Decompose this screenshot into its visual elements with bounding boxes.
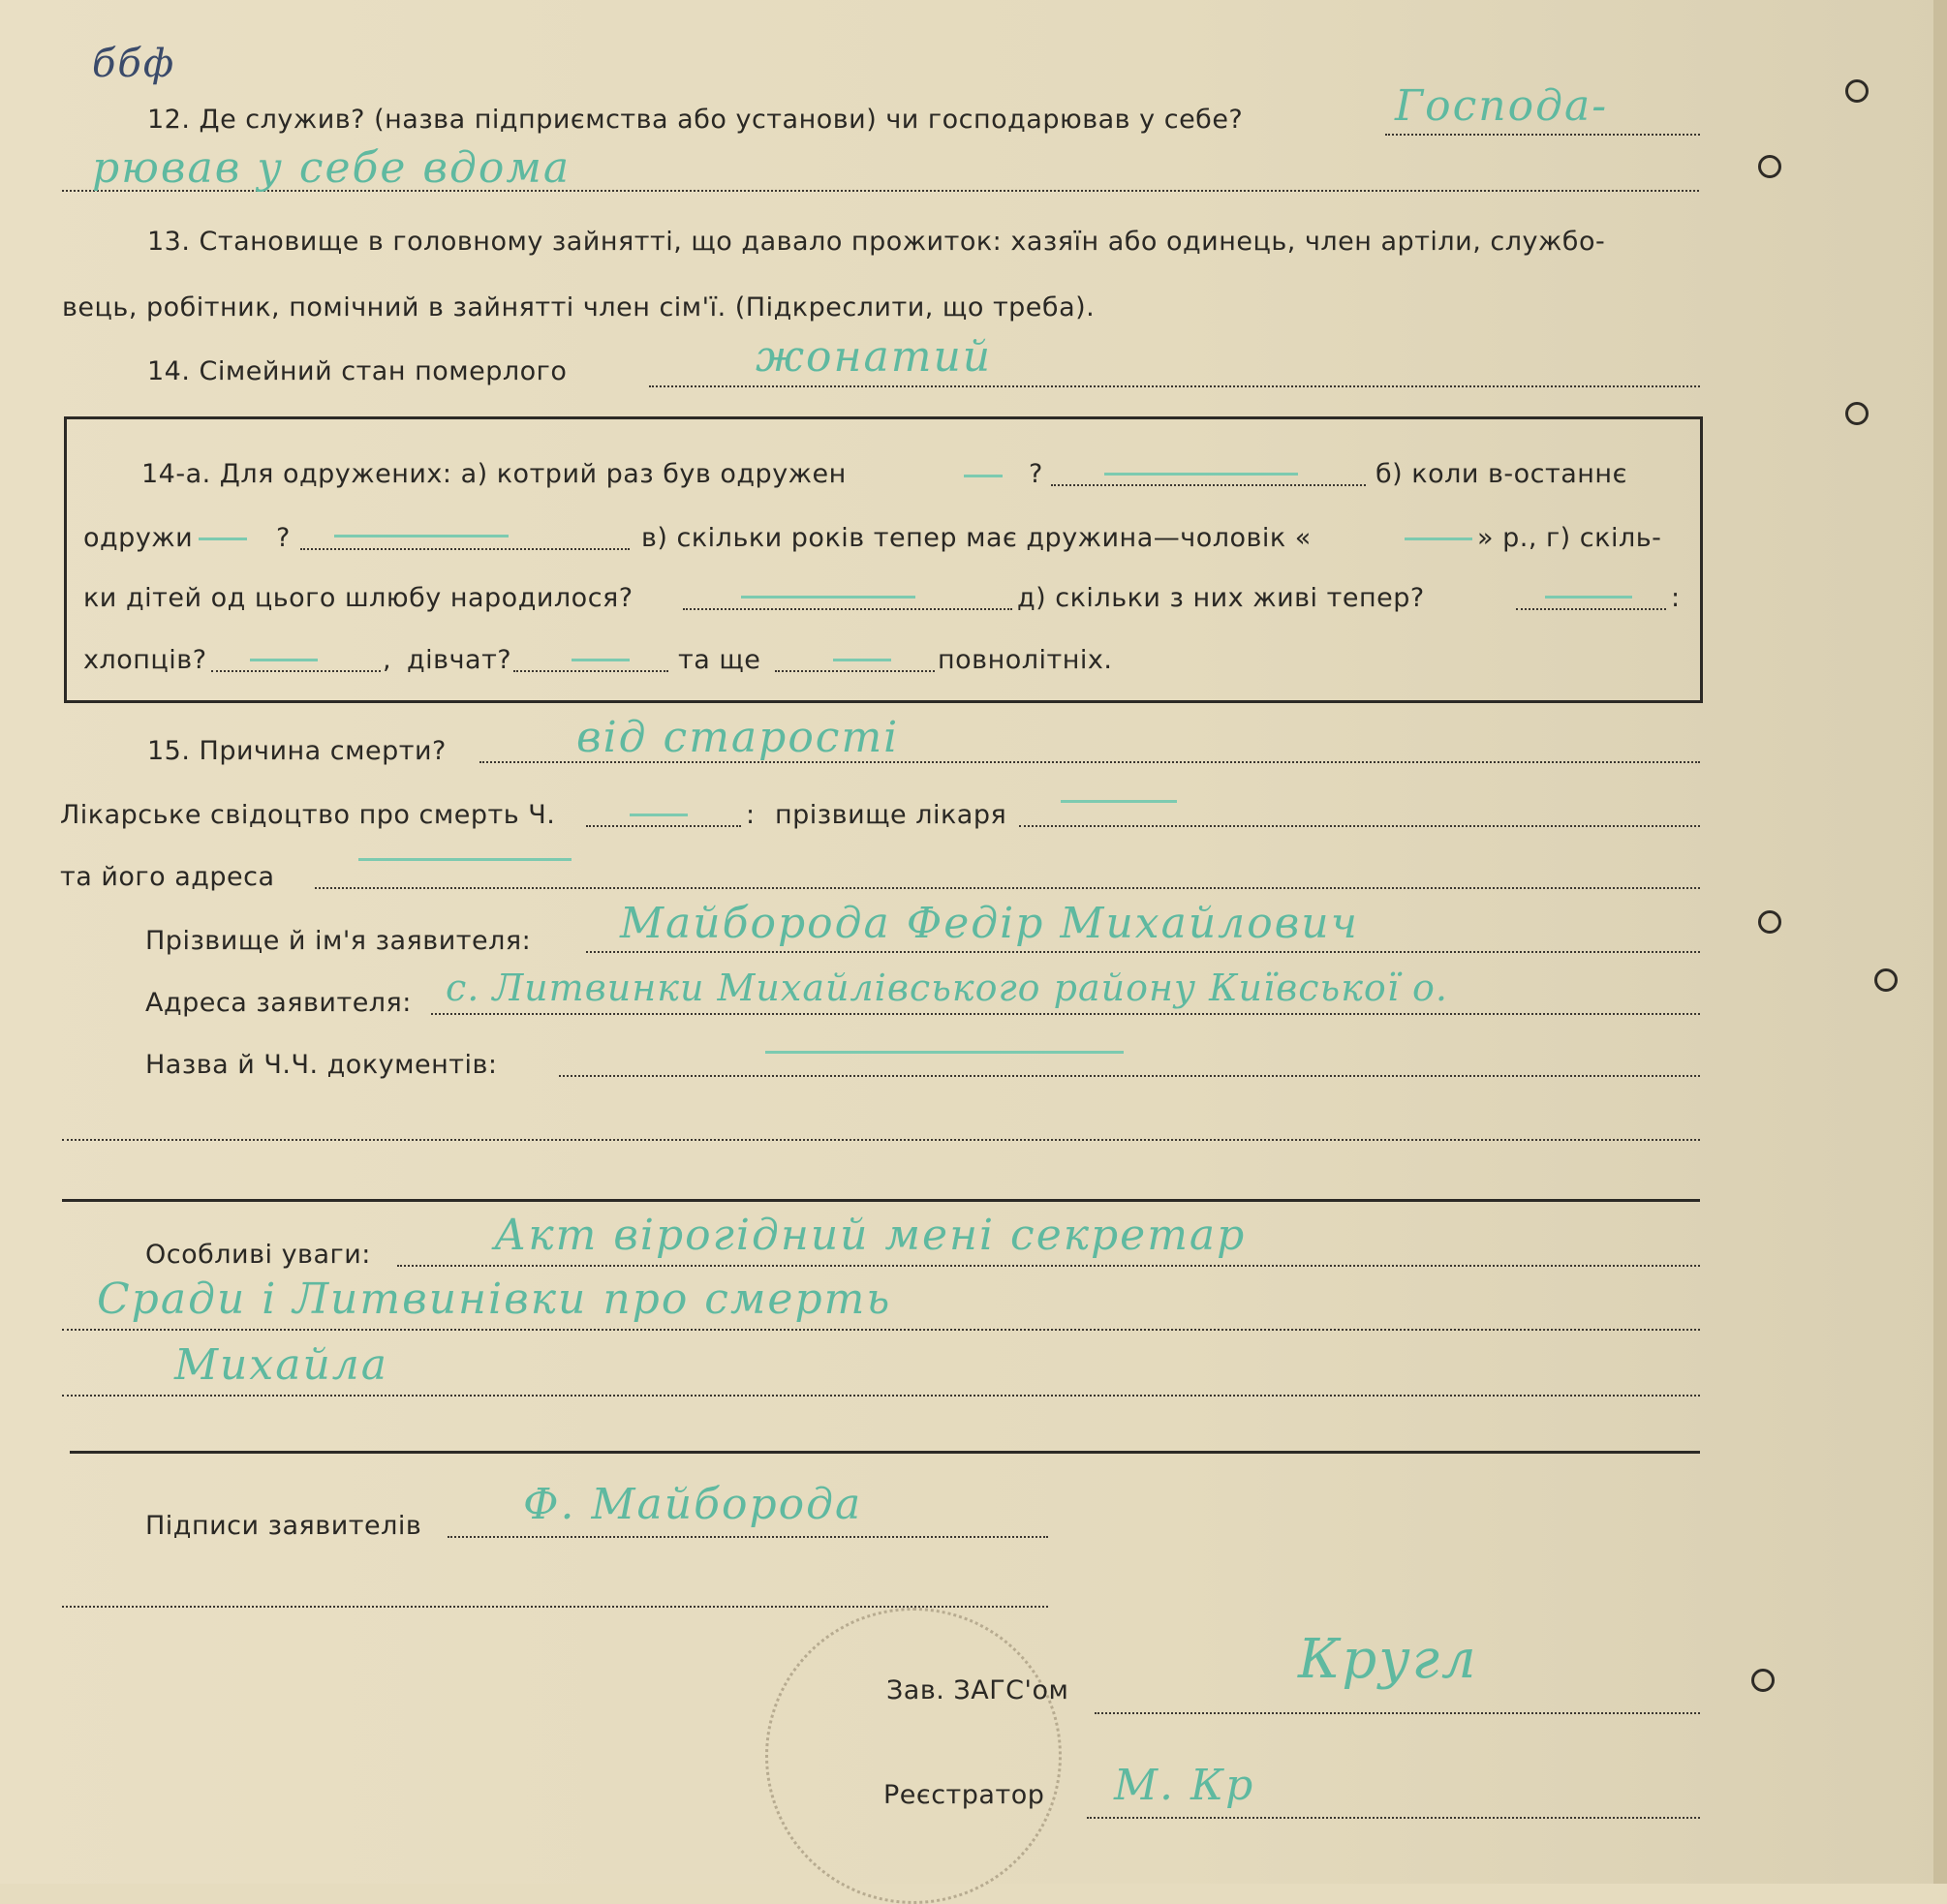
docs-label: Назва й Ч.Ч. документів:: [145, 1050, 498, 1080]
q14a-line2-b: в) скільки років тепер має дружина—чоловік «: [641, 523, 1312, 553]
q14a-line4-field-3: [775, 670, 935, 672]
section-divider: [70, 1451, 1700, 1454]
declarant-name-line: [586, 951, 1700, 953]
q14a-line3-b: д) скільки з них живі тепер?: [1017, 583, 1425, 613]
handwritten-dash: [358, 858, 572, 861]
declarant-signature: Ф. Майборода: [523, 1480, 863, 1529]
declarant-sig-line-2: [62, 1606, 1048, 1608]
handwritten-dash: [1104, 473, 1298, 476]
q12-answer-line: [1385, 134, 1700, 136]
remarks-line-3: [62, 1395, 1700, 1397]
q14a-line3-field-1: [683, 608, 1012, 610]
declarant-address-label: Адреса заявителя:: [145, 988, 412, 1018]
registrar-label: Реєстратор: [883, 1780, 1045, 1810]
q14a-line2-field: [300, 548, 630, 550]
official-stamp: [765, 1608, 1062, 1904]
medical-colon: :: [746, 800, 756, 830]
punch-hole: [1845, 402, 1869, 425]
punch-hole: [1751, 1669, 1775, 1692]
q14a-line4-b: дівчат?: [407, 645, 512, 675]
q14a-line1-b: б) коли в-останнє: [1375, 459, 1627, 489]
declarant-sig-line: [448, 1536, 1048, 1538]
zags-signature: Кругл: [1298, 1628, 1478, 1691]
q14-answer: жонатий: [756, 332, 993, 382]
q12-label: 12. Де служив? (назва підприємства або установи) чи господарював у себе?: [147, 105, 1244, 135]
remarks-line2: Сради і Литвинівки про смерть: [97, 1274, 892, 1324]
remarks-line1: Акт вірогідний мені секретар: [494, 1211, 1247, 1260]
handwritten-dash: [199, 537, 247, 540]
docs-line-2: [62, 1139, 1700, 1141]
q14-answer-line: [649, 385, 1700, 387]
q14a-line1-a: 14-а. Для одружених: а) котрий раз був одружен: [141, 459, 847, 489]
medical-label: Лікарське свідоцтво про смерть Ч.: [60, 800, 556, 830]
remarks-line-2: [62, 1329, 1700, 1331]
q14a-line4-a: хлопців?: [83, 645, 207, 675]
punch-hole: [1845, 79, 1869, 103]
q12-answer-part2: рював у себе вдома: [92, 143, 572, 193]
declarant-name-label: Прізвище й ім'я заявителя:: [145, 926, 532, 956]
q14a-line4-field-1: [211, 670, 381, 672]
q14a-line2-a: одружи: [83, 523, 194, 553]
q12-answer-part1: Господа-: [1395, 81, 1609, 131]
handwritten-dash: [250, 659, 318, 661]
q15-answer: від старості: [576, 713, 900, 762]
zags-label: Зав. ЗАГС'ом: [886, 1675, 1069, 1705]
declarant-address-value: с. Литвинки Михайлівського району Київської о.: [446, 967, 1449, 1009]
handwritten-dash: [1545, 596, 1632, 599]
q15-label: 15. Причина смерти?: [147, 736, 447, 766]
declarant-sig-label: Підписи заявителів: [145, 1511, 422, 1541]
q14a-line1-field: [1051, 484, 1366, 486]
registrar-sig-line: [1087, 1817, 1700, 1819]
q14a-line4-field-2: [513, 670, 668, 672]
punch-hole: [1874, 968, 1898, 992]
declarant-address-line: [431, 1013, 1700, 1015]
doctor-address-line: [315, 887, 1700, 889]
punch-hole: [1758, 155, 1781, 178]
handwritten-dash: [833, 659, 891, 661]
paper-edge: [1933, 0, 1947, 1884]
remarks-line3: Михайла: [174, 1340, 389, 1390]
punch-hole: [1758, 910, 1781, 934]
q13-line2: вець, робітник, помічний в зайнятті член сім'ї. (Підкреслити, що треба).: [62, 292, 1096, 322]
q14a-line1-qmark: ?: [1029, 459, 1043, 489]
handwritten-dash: [964, 475, 1003, 477]
q14a-line3-field-2: [1516, 608, 1666, 610]
handwritten-dash: [334, 535, 509, 537]
q14-label: 14. Сімейний стан померлого: [147, 356, 568, 386]
doctor-line: [1019, 825, 1700, 827]
handwritten-dash: [1405, 537, 1472, 540]
handwritten-dash: [741, 596, 915, 599]
q14a-line4-c: та ще: [678, 645, 761, 675]
handwritten-dash: [1061, 800, 1177, 803]
q14a-line3-colon: :: [1671, 583, 1681, 613]
q13-line1: 13. Становище в головному зайнятті, що давало прожиток: хазяїн або одинець, член артіли, службо-: [147, 227, 1606, 257]
q14a-line2-qmark: ?: [276, 523, 291, 553]
q14a-line4-comma: ,: [383, 645, 392, 675]
registrar-signature: М. Кр: [1114, 1761, 1255, 1810]
section-divider: [62, 1199, 1700, 1202]
q14a-line2-c: » р., г) скіль-: [1477, 523, 1662, 553]
doctor-address-label: та його адреса: [60, 862, 275, 892]
handwritten-dash: [765, 1051, 1124, 1054]
corner-note: ббф: [92, 42, 176, 86]
medical-number-line: [586, 825, 741, 827]
doctor-label: прізвище лікаря: [775, 800, 1007, 830]
docs-line: [559, 1075, 1700, 1077]
declarant-name-value: Майборода Федір Михайлович: [620, 899, 1360, 948]
remarks-label: Особливі уваги:: [145, 1240, 371, 1270]
handwritten-dash: [630, 814, 688, 816]
q14a-line3-a: ки дітей од цього шлюбу народилося?: [83, 583, 634, 613]
remarks-line-1: [397, 1265, 1700, 1267]
handwritten-dash: [572, 659, 630, 661]
q14a-line4-d: повнолітніх.: [938, 645, 1113, 675]
zags-sig-line: [1095, 1712, 1700, 1714]
